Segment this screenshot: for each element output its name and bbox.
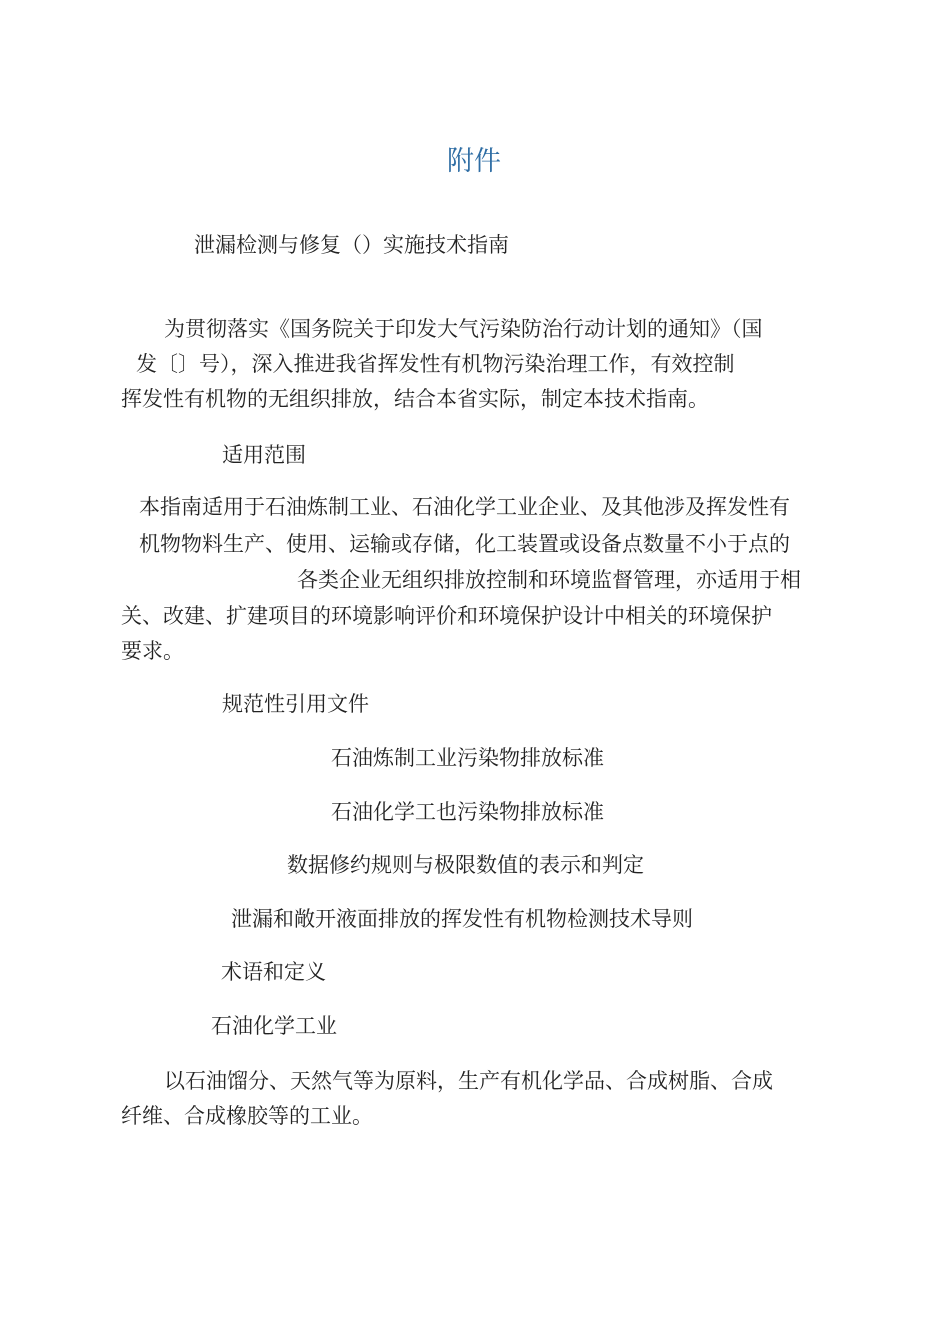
attachment-heading: 附件 xyxy=(447,146,501,177)
intro-line: 挥发性有机物的无组织排放，结合本省实际，制定本技术指南。 xyxy=(121,387,709,411)
scope-line: 关、改建、扩建项目的环境影响评价和环境保护设计中相关的环境保护 xyxy=(121,604,772,628)
scope-line: 机物物料生产、使用、运输或存储，化工装置或设备点数量不小于点的 xyxy=(139,532,790,556)
section-title-scope: 适用范围 xyxy=(222,443,306,467)
reference-item: 石油化学工也污染物排放标准 xyxy=(331,800,604,824)
document-title: 泄漏检测与修复（）实施技术指南 xyxy=(194,233,509,257)
reference-item: 石油炼制工业污染物排放标准 xyxy=(331,746,604,770)
reference-item: 数据修约规则与极限数值的表示和判定 xyxy=(287,853,644,877)
term-name: 石油化学工业 xyxy=(211,1014,337,1038)
section-title-terms: 术语和定义 xyxy=(221,960,326,984)
scope-line: 要求。 xyxy=(121,639,184,663)
intro-line: 发〔〕号），深入推进我省挥发性有机物污染治理工作，有效控制 xyxy=(136,352,735,376)
intro-line: 为贯彻落实《国务院关于印发大气污染防治行动计划的通知》（国 xyxy=(164,317,763,341)
definition-line: 纤维、合成橡胶等的工业。 xyxy=(121,1104,373,1128)
section-title-references: 规范性引用文件 xyxy=(222,692,369,716)
scope-line: 各类企业无组织排放控制和环境监督管理，亦适用于相 xyxy=(297,568,801,592)
scope-line: 本指南适用于石油炼制工业、石油化学工业企业、及其他涉及挥发性有 xyxy=(139,495,790,519)
reference-item: 泄漏和敞开液面排放的挥发性有机物检测技术导则 xyxy=(231,907,693,931)
definition-line: 以石油馏分、天然气等为原料，生产有机化学品、合成树脂、合成 xyxy=(164,1069,773,1093)
